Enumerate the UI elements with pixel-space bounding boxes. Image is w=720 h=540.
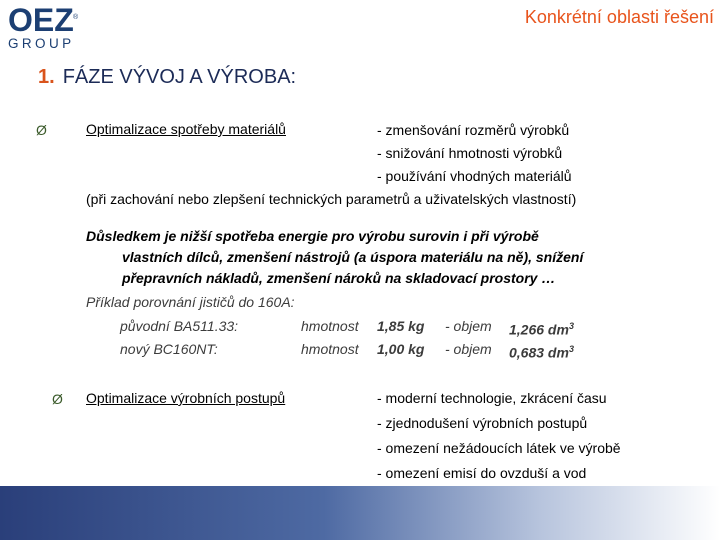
block2-item: - zjednodušení výrobních postupů: [377, 415, 588, 431]
example-title: Příklad porovnání jističů do 160A:: [86, 294, 295, 310]
example-product-name: původní BA511.33:: [120, 318, 239, 334]
block2-item: - omezení nežádoucích látek ve výrobě: [377, 440, 621, 456]
section-title-text: FÁZE VÝVOJ A VÝROBA:: [62, 66, 297, 88]
section-number: 1.: [38, 66, 55, 88]
example-product-name: nový BC160NT:: [120, 341, 218, 357]
logo-registered-mark: ®: [73, 14, 79, 21]
arrow-bullet-icon: Ø: [52, 391, 63, 407]
example-volume-label: - objem: [445, 341, 492, 357]
example-volume-value: 1,266 $dm^3$: [509, 321, 574, 338]
block1-note: (při zachování nebo zlepšení technických parametrů a uživatelských vlastností): [86, 191, 577, 207]
logo-brand: OEZ: [8, 2, 74, 38]
logo-subtitle: GROUP: [8, 36, 75, 51]
example-mass-label: hmotnost: [301, 341, 359, 357]
example-mass-value: 1,00 kg: [377, 341, 425, 357]
block1-item: - zmenšování rozměrů výrobků: [377, 122, 570, 138]
consequence-line: přepravních nákladů, zmenšení nároků na skladovací prostory …: [122, 270, 556, 286]
block2-item: - omezení emisí do ovzduší a vod: [377, 465, 587, 481]
block2-item: - moderní technologie, zkrácení času: [377, 390, 607, 406]
block1-item: - snižování hmotnosti výrobků: [377, 145, 563, 161]
slide-header-title: Konkrétní oblasti řešení: [524, 7, 714, 27]
consequence-line: vlastních dílců, zmenšení nástrojů (a úspora materiálu na ně), snížení: [122, 249, 584, 265]
block1-item: - používání vhodných materiálů: [377, 168, 572, 184]
section-title: [38, 66, 296, 89]
example-volume-value: 0,683 $dm^3$: [509, 344, 574, 361]
consequence-line: Důsledkem je nižší spotřeba energie pro výrobu surovin i při výrobě: [86, 228, 539, 244]
example-mass-value: 1,85 kg: [377, 318, 425, 334]
example-volume-label: - objem: [445, 318, 492, 334]
arrow-bullet-icon: Ø: [36, 122, 47, 138]
block1-heading: Optimalizace spotřeby materiálů: [86, 121, 286, 137]
footer-gradient-band: [0, 486, 720, 540]
example-mass-label: hmotnost: [301, 318, 359, 334]
block2-heading: Optimalizace výrobních postupů: [86, 390, 286, 406]
